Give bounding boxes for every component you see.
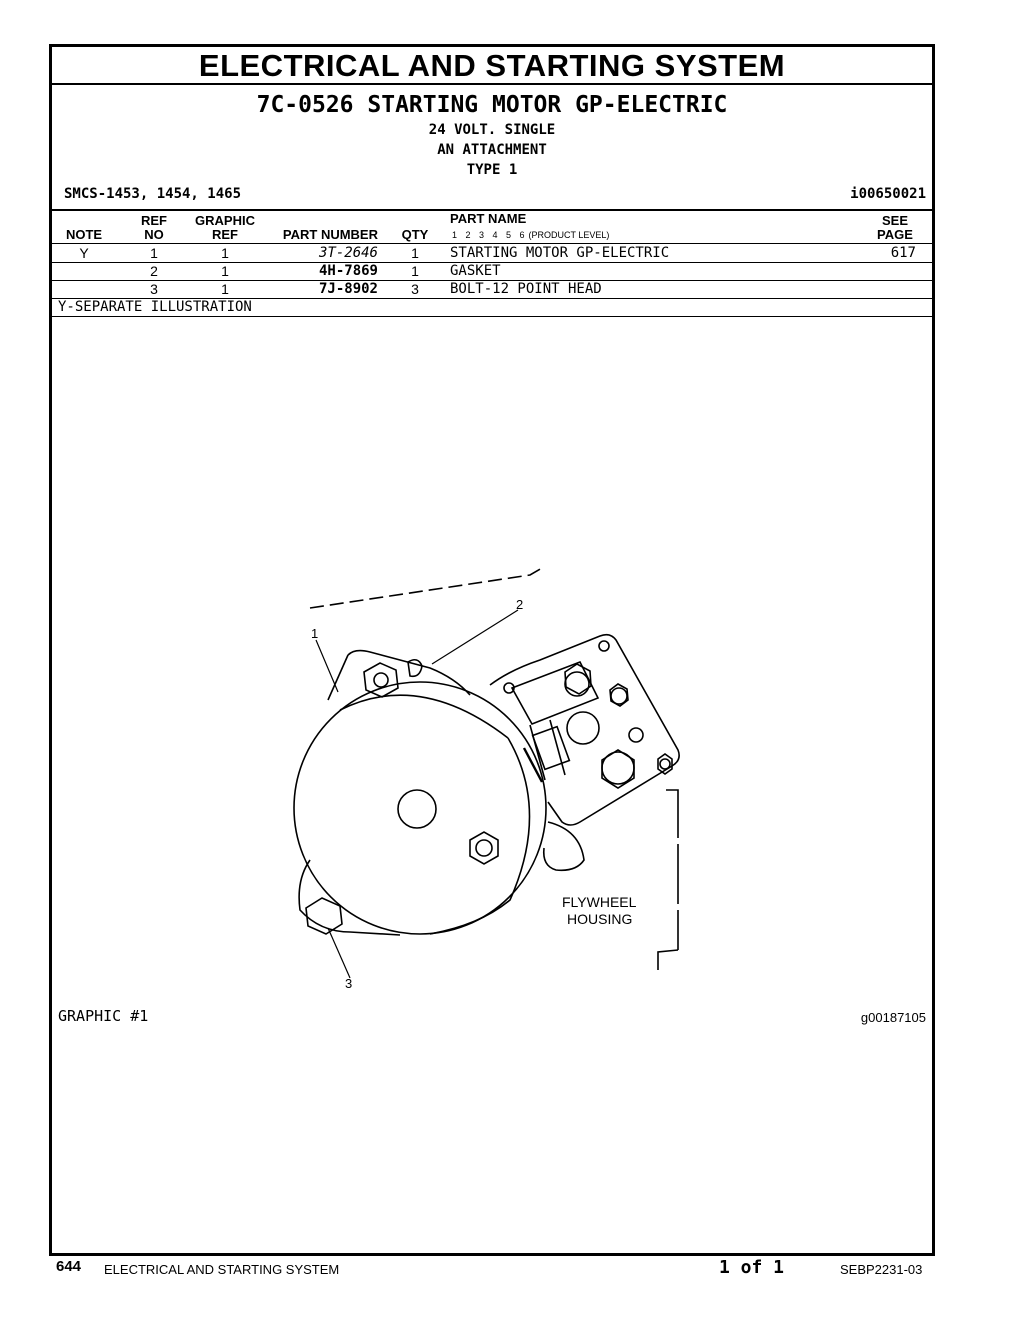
cell-ref-no: 2: [150, 263, 158, 279]
cell-see-page: 617: [890, 245, 916, 261]
footer-page-of: 1 of 1: [719, 1257, 785, 1278]
footer-section: ELECTRICAL AND STARTING SYSTEM: [104, 1262, 340, 1277]
cell-ref-no: 1: [150, 245, 158, 261]
subtitle-line-1: 24 VOLT. SINGLE: [428, 122, 556, 138]
smcs-codes: SMCS-1453, 1454, 1465: [64, 186, 242, 202]
col-graphic-ref-header-bottom: REF: [212, 227, 238, 242]
cell-part-name: BOLT-12 POINT HEAD: [450, 281, 602, 297]
product-level-label: (PRODUCT LEVEL): [528, 230, 610, 240]
callout-1: 1: [311, 626, 319, 641]
table-header-rule: [52, 243, 932, 244]
footer-page-number: 644: [56, 1258, 82, 1275]
cell-graphic-ref: 1: [221, 245, 229, 261]
footnote-rule: [52, 316, 932, 317]
cell-part-number: 4H-7869: [318, 263, 378, 279]
col-qty-header: QTY: [401, 227, 429, 242]
product-level-header: [452, 230, 609, 240]
cell-part-number: 7J-8902: [318, 281, 378, 297]
flywheel-label-line-1: FLYWHEEL: [562, 894, 637, 910]
col-note-header: NOTE: [65, 227, 103, 242]
group-title: 7C-0526 STARTING MOTOR GP-ELECTRIC: [256, 92, 728, 118]
callout-2: 2: [516, 597, 524, 612]
cell-qty: 3: [411, 281, 419, 297]
col-see-page-header-top: SEE: [881, 213, 908, 228]
cell-note: Y: [79, 245, 89, 261]
col-see-page-header-bottom: PAGE: [877, 227, 913, 242]
cell-part-name: STARTING MOTOR GP-ELECTRIC: [450, 245, 670, 261]
cell-ref-no: 3: [150, 281, 158, 297]
cell-graphic-ref: 1: [221, 263, 229, 279]
table-footnote: Y-SEPARATE ILLUSTRATION: [58, 299, 252, 315]
footer-doc-id: SEBP2231-03: [840, 1262, 923, 1277]
cell-graphic-ref: 1: [221, 281, 229, 297]
subtitle-line-3: TYPE 1: [466, 162, 518, 178]
col-ref-no-header-top: REF: [141, 213, 167, 228]
col-graphic-ref-header-top: GRAPHIC: [195, 213, 255, 228]
cell-part-number: 3T-2646: [318, 245, 378, 261]
callout-3: 3: [345, 976, 353, 991]
subtitle-line-2: AN ATTACHMENT: [437, 142, 547, 158]
product-level-numbers: 1 2 3 4 5 6: [452, 230, 525, 240]
col-part-number-header: PART NUMBER: [282, 227, 378, 242]
cell-qty: 1: [411, 263, 419, 279]
flywheel-label-line-2: HOUSING: [567, 911, 633, 927]
graphic-label: GRAPHIC #1: [58, 1007, 149, 1025]
col-part-name-header: PART NAME: [450, 211, 527, 226]
col-ref-no-header-bottom: NO: [144, 227, 164, 242]
section-title: ELECTRICAL AND STARTING SYSTEM: [52, 47, 932, 85]
info-id: i00650021: [850, 186, 926, 202]
cell-qty: 1: [411, 245, 419, 261]
graphic-id: g00187105: [860, 1010, 926, 1025]
starting-motor-illustration: [280, 560, 700, 1000]
cell-part-name: GASKET: [450, 263, 501, 279]
